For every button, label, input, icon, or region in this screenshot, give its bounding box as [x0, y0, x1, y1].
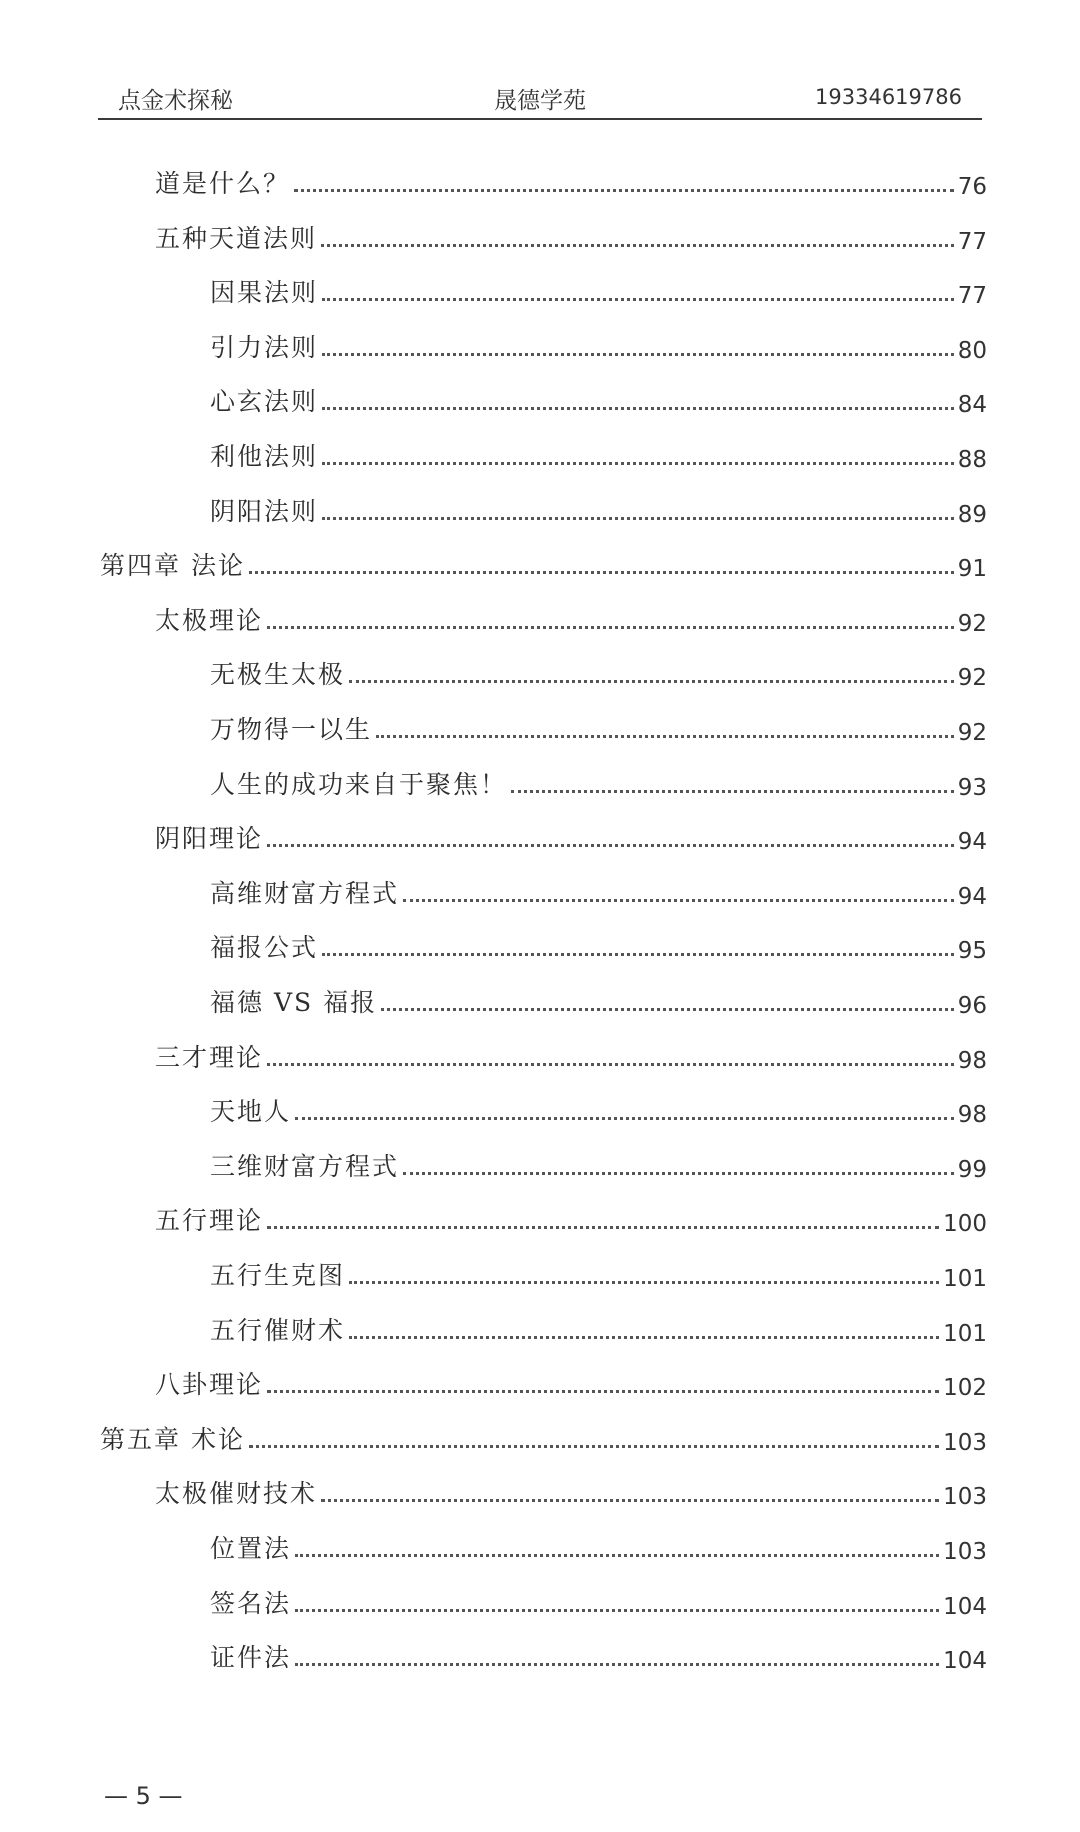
toc-entry-title: 引力法则 — [210, 333, 319, 362]
toc-dot-leader — [249, 1445, 939, 1448]
toc-dot-leader — [403, 1172, 954, 1175]
toc-entry[interactable] — [210, 1307, 987, 1347]
toc-entry-title: 五行催财术 — [210, 1316, 346, 1345]
toc-entry-title: 心玄法则 — [210, 387, 319, 416]
toc-entry-page: 103 — [943, 1539, 987, 1565]
toc-entry-page: 104 — [943, 1594, 987, 1620]
toc-entry-title: 签名法 — [210, 1589, 292, 1618]
toc-entry-title: 五种天道法则 — [155, 224, 318, 253]
toc-entry-title: 八卦理论 — [155, 1370, 264, 1399]
toc-entry-title: 人生的成功来自于聚焦！ — [210, 770, 508, 799]
toc-entry[interactable] — [210, 378, 987, 418]
toc-entry-page: 101 — [943, 1266, 987, 1292]
toc-entry-page: 94 — [957, 829, 987, 855]
toc-entry-title: 五行生克图 — [210, 1261, 346, 1290]
toc-entry[interactable] — [100, 542, 987, 582]
toc-entry-title: 利他法则 — [210, 442, 319, 471]
toc-dot-leader — [321, 244, 954, 247]
toc-dot-leader — [376, 735, 954, 738]
toc-entry-title: 三维财富方程式 — [210, 1152, 400, 1181]
toc-entry-title: 因果法则 — [210, 278, 319, 307]
toc-entry[interactable] — [155, 1361, 987, 1401]
toc-entry[interactable] — [155, 1197, 987, 1237]
toc-dot-leader — [349, 1336, 939, 1339]
toc-entry-page: 96 — [957, 993, 987, 1019]
toc-entry-title: 五行理论 — [155, 1206, 264, 1235]
toc-entry-title: 第五章 术论 — [100, 1425, 245, 1454]
toc-entry-title: 第四章 法论 — [100, 551, 245, 580]
toc-entry-title: 证件法 — [210, 1643, 292, 1672]
toc-dot-leader — [295, 1609, 939, 1612]
header-phone-number: 19334619786 — [815, 85, 962, 109]
toc-entry-page: 101 — [943, 1321, 987, 1347]
toc-dot-leader — [511, 790, 954, 793]
toc-entry-page: 92 — [957, 720, 987, 746]
toc-entry-page: 77 — [957, 229, 987, 255]
toc-entry-page: 98 — [957, 1048, 987, 1074]
toc-entry-page: 76 — [957, 174, 987, 200]
toc-dot-leader — [295, 1554, 939, 1557]
toc-entry-title: 太极理论 — [155, 606, 264, 635]
toc-entry-title: 阴阳理论 — [155, 824, 264, 853]
toc-entry[interactable] — [210, 706, 987, 746]
toc-dot-leader — [322, 353, 954, 356]
toc-entry-page: 104 — [943, 1648, 987, 1674]
toc-entry[interactable] — [100, 1416, 987, 1456]
toc-dot-leader — [321, 1499, 939, 1502]
header-book-title: 点金术探秘 — [118, 88, 233, 114]
toc-entry[interactable] — [210, 924, 987, 964]
toc-entry[interactable] — [155, 815, 987, 855]
page-number-footer: — 5 — — [104, 1782, 183, 1810]
toc-dot-leader — [267, 1390, 939, 1393]
toc-entry-page: 100 — [943, 1211, 987, 1237]
toc-entry-page: 102 — [943, 1375, 987, 1401]
toc-entry-page: 103 — [943, 1484, 987, 1510]
toc-entry[interactable] — [210, 979, 987, 1019]
toc-entry[interactable] — [155, 597, 987, 637]
toc-entry[interactable] — [210, 1580, 987, 1620]
toc-dot-leader — [294, 189, 954, 192]
toc-entry-title: 阴阳法则 — [210, 497, 319, 526]
toc-entry-title: 福德 VS 福报 — [210, 988, 378, 1017]
toc-entry-page: 99 — [957, 1157, 987, 1183]
header-publisher: 晟德学苑 — [494, 88, 586, 114]
toc-entry-title: 太极催财技术 — [155, 1479, 318, 1508]
toc-entry-page: 92 — [957, 665, 987, 691]
toc-dot-leader — [322, 953, 954, 956]
toc-entry-page: 103 — [943, 1430, 987, 1456]
toc-entry-title: 无极生太极 — [210, 660, 346, 689]
toc-dot-leader — [249, 571, 954, 574]
toc-entry-page: 88 — [957, 447, 987, 473]
toc-entry-page: 80 — [957, 338, 987, 364]
toc-entry-page: 93 — [957, 775, 987, 801]
toc-dot-leader — [322, 407, 954, 410]
toc-entry[interactable] — [210, 761, 987, 801]
toc-entry-page: 89 — [957, 502, 987, 528]
toc-entry[interactable] — [210, 269, 987, 309]
toc-entry[interactable] — [210, 651, 987, 691]
toc-entry-title: 万物得一以生 — [210, 715, 373, 744]
toc-entry-title: 位置法 — [210, 1534, 292, 1563]
toc-entry-page: 84 — [957, 392, 987, 418]
toc-dot-leader — [295, 1663, 939, 1666]
toc-entry[interactable] — [210, 1088, 987, 1128]
toc-entry-page: 92 — [957, 611, 987, 637]
toc-dot-leader — [267, 1226, 939, 1229]
toc-entry-page: 91 — [957, 556, 987, 582]
toc-entry-page: 95 — [957, 938, 987, 964]
toc-dot-leader — [322, 298, 954, 301]
toc-entry[interactable] — [210, 1525, 987, 1565]
toc-entry[interactable] — [210, 433, 987, 473]
toc-entry-title: 福报公式 — [210, 933, 319, 962]
toc-entry[interactable] — [210, 488, 987, 528]
toc-entry[interactable] — [210, 870, 987, 910]
toc-dot-leader — [381, 1008, 954, 1011]
toc-entry-title: 高维财富方程式 — [210, 879, 400, 908]
toc-dot-leader — [267, 1063, 954, 1066]
toc-entry-title: 道是什么？ — [155, 169, 291, 198]
toc-dot-leader — [322, 462, 954, 465]
toc-entry[interactable] — [155, 1470, 987, 1510]
toc-entry-page: 98 — [957, 1102, 987, 1128]
toc-entry[interactable] — [155, 1034, 987, 1074]
toc-entry-page: 94 — [957, 884, 987, 910]
toc-entry-page: 77 — [957, 283, 987, 309]
toc-entry[interactable] — [210, 1252, 987, 1292]
toc-dot-leader — [349, 680, 954, 683]
toc-entry[interactable] — [210, 1143, 987, 1183]
toc-dot-leader — [295, 1117, 954, 1120]
toc-entry-title: 三才理论 — [155, 1043, 264, 1072]
toc-entry[interactable] — [155, 215, 987, 255]
toc-entry[interactable] — [155, 160, 987, 200]
toc-dot-leader — [322, 517, 954, 520]
toc-dot-leader — [267, 626, 954, 629]
toc-dot-leader — [267, 844, 954, 847]
page-header — [98, 78, 982, 120]
toc-entry[interactable] — [210, 1634, 987, 1674]
toc-dot-leader — [403, 899, 954, 902]
toc-entry[interactable] — [210, 324, 987, 364]
toc-entry-title: 天地人 — [210, 1097, 292, 1126]
toc-dot-leader — [349, 1281, 939, 1284]
